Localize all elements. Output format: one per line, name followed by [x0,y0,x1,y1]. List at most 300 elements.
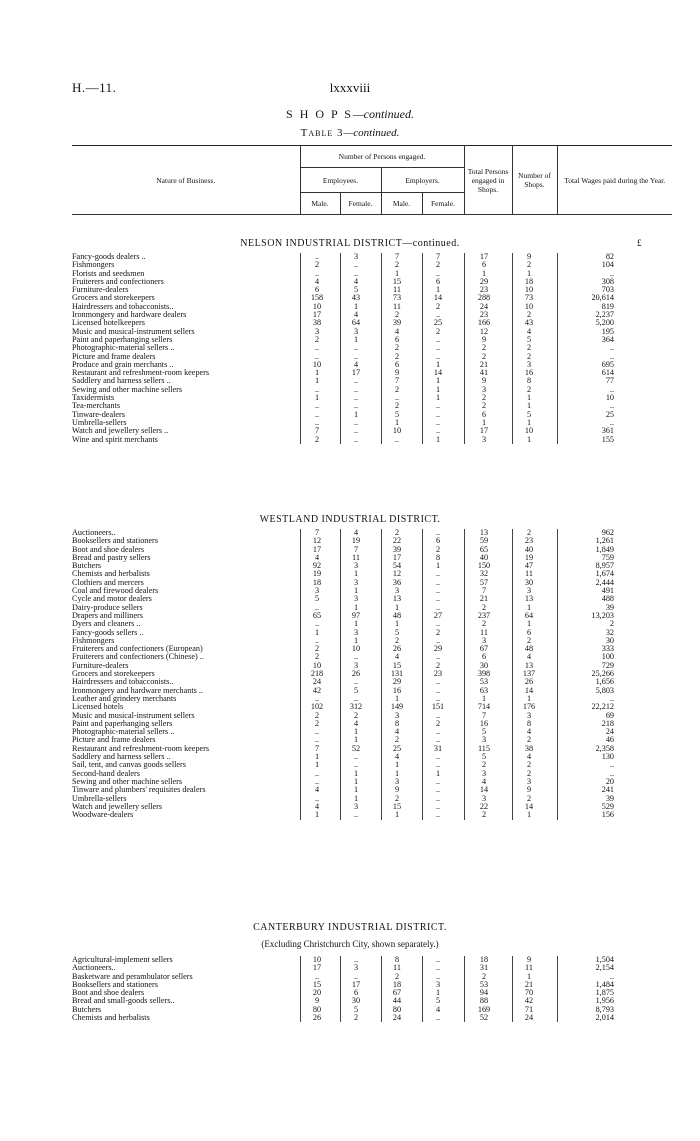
row-cell: .. [435,635,441,645]
table-row [72,604,672,612]
row-nature: Picture and frame dealers [72,735,156,745]
row-cell: 1 [394,602,400,612]
row-cell: 2 [526,310,532,320]
table-row [72,261,672,269]
row-cell: 10 [524,426,534,436]
row-cell: 16 [524,368,534,378]
row-cell: 2 [526,735,532,745]
row-cell: 8,957 [595,561,614,571]
row-cell: 3 [526,359,532,369]
row-nature: Photographic-material sellers .. [72,343,175,353]
row-cell: 2 [394,343,400,353]
row-cell: 158 [310,293,324,303]
row-cell: .. [314,252,320,261]
row-cell: 11 [525,963,533,973]
row-cell: 1 [314,627,320,637]
row-cell: .. [435,528,441,537]
title-main: S H O P S [286,107,353,121]
row-cell: 11 [393,963,401,973]
row-nature: Booksellers and stationers [72,536,158,546]
row-cell: 52 [479,1013,489,1023]
table-row [72,795,672,803]
row-cell: .. [609,351,614,361]
row-nature: Saddlery and harness sellers .. [72,376,171,386]
row-nature: Restaurant and refreshment-room keepers [72,743,210,753]
row-cell: 20 [312,988,322,998]
row-cell: 8 [435,552,441,562]
table-row [72,537,672,545]
row-nature: Clothiers and mercers [72,577,144,587]
row-cell: 77 [605,376,614,386]
row-cell: .. [435,685,441,695]
header-employers-female: Female. [422,193,464,215]
header-total-persons: Total Persons engaged in Shops. [464,146,512,215]
row-cell: 9 [394,785,400,795]
row-cell: 2 [314,710,320,720]
row-cell: .. [314,384,320,394]
row-cell: 4 [394,652,400,662]
header-wages: Total Wages paid during the Year. [557,146,672,215]
row-nature: Furniture-dealers [72,660,129,670]
row-cell: 1 [394,417,400,427]
row-cell: 16 [479,718,489,728]
row-cell: 63 [479,685,489,695]
row-cell: 1 [435,561,441,571]
row-cell: 97 [351,610,361,620]
row-cell: 1,656 [595,677,614,687]
row-nature: Tea-merchants [72,401,121,411]
row-cell: 9 [526,955,532,964]
row-cell: 237 [477,610,491,620]
row-nature: Sewing and other machine sellers [72,384,183,394]
row-cell: .. [353,760,359,770]
row-cell: 9 [481,334,487,344]
row-cell: 4 [353,276,359,286]
row-cell: 1 [314,376,320,386]
row-cell: 46 [605,735,614,745]
row-cell: .. [435,343,441,353]
row-cell: 3 [526,586,532,596]
row-cell: 38 [524,743,534,753]
row-cell: 23 [524,536,534,546]
row-cell: 176 [522,702,536,712]
row-cell: 4 [481,776,487,786]
row-cell: 25 [605,409,614,419]
row-cell: 1 [353,768,359,778]
row-nature: Hairdressers and tobacconists.. [72,301,174,311]
row-cell: .. [435,793,441,803]
row-cell: 4 [394,326,400,336]
table-row [72,595,672,603]
row-cell: 17 [351,979,361,989]
row-cell: 2 [481,602,487,612]
row-cell: .. [314,776,320,786]
row-cell: 17 [312,963,322,973]
row-cell: .. [314,351,320,361]
row-cell: 3 [314,586,320,596]
row-cell: 166 [477,318,491,328]
row-cell: .. [353,260,359,270]
row-cell: 2 [394,351,400,361]
row-cell: .. [435,801,441,811]
row-cell: .. [353,426,359,436]
subtitle-main: Table 3 [300,127,344,139]
row-cell: 3 [314,326,320,336]
row-cell: .. [314,409,320,419]
row-cell: 2 [526,260,532,270]
row-cell: 13 [524,660,534,670]
row-nature: Umbrella-sellers [72,793,127,803]
row-cell: 3 [353,577,359,587]
table-row [72,803,672,811]
table-row [72,311,672,319]
table-row [72,981,672,989]
row-cell: .. [435,727,441,737]
row-cell: 2 [394,735,400,745]
row-cell: 2 [435,660,441,670]
row-nature: Cycle and motor dealers [72,594,152,604]
row-cell: 7 [481,710,487,720]
row-cell: 3 [526,710,532,720]
row-cell: 39 [392,544,402,554]
row-cell: 44 [392,996,402,1006]
row-cell: .. [435,351,441,361]
row-cell: 2 [314,652,320,662]
row-nature: Restaurant and refreshment-room keepers [72,368,210,378]
row-cell: 703 [601,285,614,295]
row-cell: .. [435,586,441,596]
table-row [72,1006,672,1014]
row-cell: 2 [314,334,320,344]
row-cell: 729 [601,660,614,670]
row-cell: .. [435,310,441,320]
table-row [72,956,672,964]
row-cell: 10 [312,955,322,964]
row-cell: 16 [392,685,402,695]
row-cell: 70 [524,988,534,998]
row-nature: Paint and paperhanging sellers [72,334,173,344]
row-cell: .. [609,343,614,353]
row-cell: 614 [601,368,614,378]
row-cell: 2 [526,635,532,645]
row-cell: .. [394,393,400,403]
row-cell: 7 [314,743,320,753]
row-nature: Bread and small-goods sellers.. [72,996,175,1006]
row-cell: 1,504 [595,955,614,964]
row-cell: 5 [353,285,359,295]
row-cell: 1,674 [595,569,614,579]
row-cell: 7 [314,528,320,537]
row-cell: .. [609,268,614,278]
row-cell: 4 [353,528,359,537]
row-cell: 14 [433,368,443,378]
row-nature: Picture and frame dealers [72,351,156,361]
table-row [72,286,672,294]
row-nature: Chemists and herbalists [72,569,150,579]
row-cell: 2 [394,635,400,645]
row-cell: 2 [394,384,400,394]
row-cell: 18 [312,577,322,587]
row-cell: 9 [526,252,532,261]
row-cell: 4 [526,752,532,762]
row-cell: 15 [392,660,402,670]
row-cell: .. [609,971,614,981]
table-row [72,811,672,819]
row-cell: 2 [526,793,532,803]
row-cell: 1,261 [595,536,614,546]
row-cell: 82 [605,252,614,261]
row-cell: 7 [481,586,487,596]
table-row [72,546,672,554]
row-cell: 5 [394,409,400,419]
title-suffix: —continued. [352,107,414,121]
row-cell: 39 [605,793,614,803]
row-cell: 24 [312,677,322,687]
row-cell: 4 [353,359,359,369]
row-cell: .. [609,384,614,394]
row-cell: 21 [524,979,534,989]
row-cell: 10 [392,426,402,436]
row-cell: 2 [394,401,400,411]
row-cell: 8 [394,955,400,964]
table-row [72,427,672,435]
row-cell: 65 [479,544,489,554]
row-cell: 41 [479,368,489,378]
row-cell: 67 [479,644,489,654]
row-cell: 64 [524,610,534,620]
row-cell: 48 [392,610,402,620]
header-persons: Number of Persons engaged. [300,146,464,168]
row-cell: 2 [435,544,441,554]
row-cell: 218 [601,718,614,728]
row-cell: 2 [394,310,400,320]
row-cell: .. [353,401,359,411]
row-nature: Fancy-goods dealers .. [72,252,146,261]
row-cell: 54 [392,561,402,571]
row-cell: .. [435,594,441,604]
row-cell: 30 [479,660,489,670]
row-cell: 1 [526,401,532,411]
row-cell: 2 [394,260,400,270]
table-row [72,436,672,444]
row-cell: .. [353,384,359,394]
row-cell: .. [435,602,441,612]
row-cell: 1,956 [595,996,614,1006]
row-cell: 94 [479,988,489,998]
row-cell: 80 [392,1004,402,1014]
row-cell: 195 [601,326,614,336]
row-cell: 2 [526,343,532,353]
row-cell: 1 [435,384,441,394]
row-cell: .. [435,735,441,745]
table-row [72,612,672,620]
row-nature: Watch and jewellery sellers .. [72,426,169,436]
row-cell: 156 [601,810,614,820]
table-subtitle [0,127,700,139]
table-row [72,1014,672,1022]
row-cell: .. [353,393,359,403]
row-cell: 1 [353,793,359,803]
section-note-canterbury: (Excluding Christchurch City, shown separately.) [261,939,439,949]
row-nature: Basketware and perambulator sellers [72,971,193,981]
row-cell: 1 [526,693,532,703]
row-cell: 962 [601,528,614,537]
row-cell: 15 [392,801,402,811]
row-cell: 364 [601,334,614,344]
row-cell: .. [353,343,359,353]
row-nature: Ironmongery and hardware merchants .. [72,685,203,695]
row-cell: 7 [314,426,320,436]
row-cell: 52 [351,743,361,753]
row-nature: Auctioneers.. [72,963,116,973]
row-nature: Boot and shoe dealers [72,544,145,554]
row-cell: 759 [601,552,614,562]
row-cell: 2 [481,971,487,981]
row-cell: 1 [353,735,359,745]
row-cell: .. [314,602,320,612]
row-cell: 29 [479,276,489,286]
row-cell: 6 [526,627,532,637]
row-cell: 10 [524,301,534,311]
row-cell: 9 [526,785,532,795]
header-employers: Employers. [381,168,464,193]
row-cell: 47 [524,561,534,571]
row-cell: 288 [477,293,491,303]
row-cell: 3 [481,735,487,745]
row-cell: 38 [312,318,322,328]
row-nature: Tinware and plumbers' requisites dealers [72,785,206,795]
table-row [72,402,672,410]
row-cell: 1 [526,417,532,427]
row-cell: 17 [351,368,361,378]
row-cell: 4 [526,326,532,336]
row-cell: 40 [479,552,489,562]
row-nature: Agricultural-implement sellers [72,955,173,964]
row-cell: .. [435,677,441,687]
row-cell: 2 [481,393,487,403]
row-cell: 115 [478,743,490,753]
row-cell: .. [609,401,614,411]
table-row [72,761,672,769]
table-row [72,695,672,703]
header-employees: Employees. [300,168,381,193]
row-cell: 14 [433,293,443,303]
row-cell: 92 [312,561,322,571]
row-nature: Tinware-dealers [72,409,125,419]
row-cell: 10 [524,285,534,295]
row-cell: 1 [353,619,359,629]
table-row [72,587,672,595]
row-nature: Music and musical-instrument sellers [72,326,195,336]
row-cell: 39 [605,602,614,612]
row-cell: 2 [435,326,441,336]
row-nature: Wine and spirit merchants [72,434,158,444]
row-cell: 3 [394,586,400,596]
row-cell: .. [353,955,359,964]
row-cell: 1 [435,359,441,369]
row-cell: .. [314,401,320,411]
table-row [72,253,672,261]
row-nature: Ironmongery and hardware dealers [72,310,187,320]
row-cell: 155 [601,434,614,444]
row-cell: 5,200 [595,318,614,328]
row-cell: 69 [605,710,614,720]
row-cell: 27 [433,610,443,620]
section-title-westland: WESTLAND INDUSTRIAL DISTRICT. [259,514,441,525]
row-cell: .. [353,752,359,762]
row-cell: 819 [601,301,614,311]
row-cell: 1 [353,635,359,645]
row-cell: 11 [393,301,401,311]
row-cell: 1 [314,393,320,403]
row-cell: 1,875 [595,988,614,998]
row-nature: Butchers [72,561,102,571]
table-row [72,786,672,794]
row-cell: .. [314,343,320,353]
row-cell: 1 [435,376,441,386]
row-cell: 2 [435,260,441,270]
row-cell: 2 [394,793,400,803]
row-nature: Florists and seedsmen [72,268,145,278]
table-row [72,570,672,578]
row-nature: Chemists and herbalists [72,1013,150,1023]
row-cell: 19 [524,552,534,562]
row-cell: 3 [353,561,359,571]
row-cell: 23 [479,310,489,320]
row-cell: 169 [477,1004,491,1014]
header-employees-male: Male. [300,193,340,215]
row-nature: Licensed hotelkeepers [72,318,145,328]
section-rows-canterbury [72,956,672,1022]
row-cell: .. [353,810,359,820]
section-rows-westland [72,529,672,820]
row-cell: 22 [392,536,402,546]
row-cell: 3 [353,660,359,670]
row-cell: 25 [433,318,443,328]
row-cell: .. [353,434,359,444]
row-cell: .. [609,417,614,427]
table-row [72,973,672,981]
row-cell: 9 [481,376,487,386]
row-cell: 5 [353,685,359,695]
row-cell: 6 [435,536,441,546]
row-nature: Leather and grindery merchants [72,693,177,703]
row-cell: .. [435,971,441,981]
row-cell: 3 [353,594,359,604]
row-cell: 6 [481,260,487,270]
header-employees-female: Female. [340,193,381,215]
row-cell: 137 [522,669,536,679]
row-nature: Dairy-produce sellers [72,602,143,612]
row-cell: 8,793 [595,1004,614,1014]
row-cell: 30 [351,996,361,1006]
header-employers-male: Male. [381,193,422,215]
row-cell: 1,849 [595,544,614,554]
row-cell: 1 [435,393,441,403]
row-cell: 2 [481,343,487,353]
row-cell: 4 [314,785,320,795]
row-cell: 30 [524,577,534,587]
row-cell: 1 [314,752,320,762]
row-cell: 308 [601,276,614,286]
row-cell: 1 [394,268,400,278]
row-cell: 2,237 [595,310,614,320]
row-cell: 10 [312,660,322,670]
row-cell: .. [314,619,320,629]
page-ref: H.—11. [72,80,117,95]
row-cell: .. [435,417,441,427]
row-cell: 20,614 [591,293,614,303]
